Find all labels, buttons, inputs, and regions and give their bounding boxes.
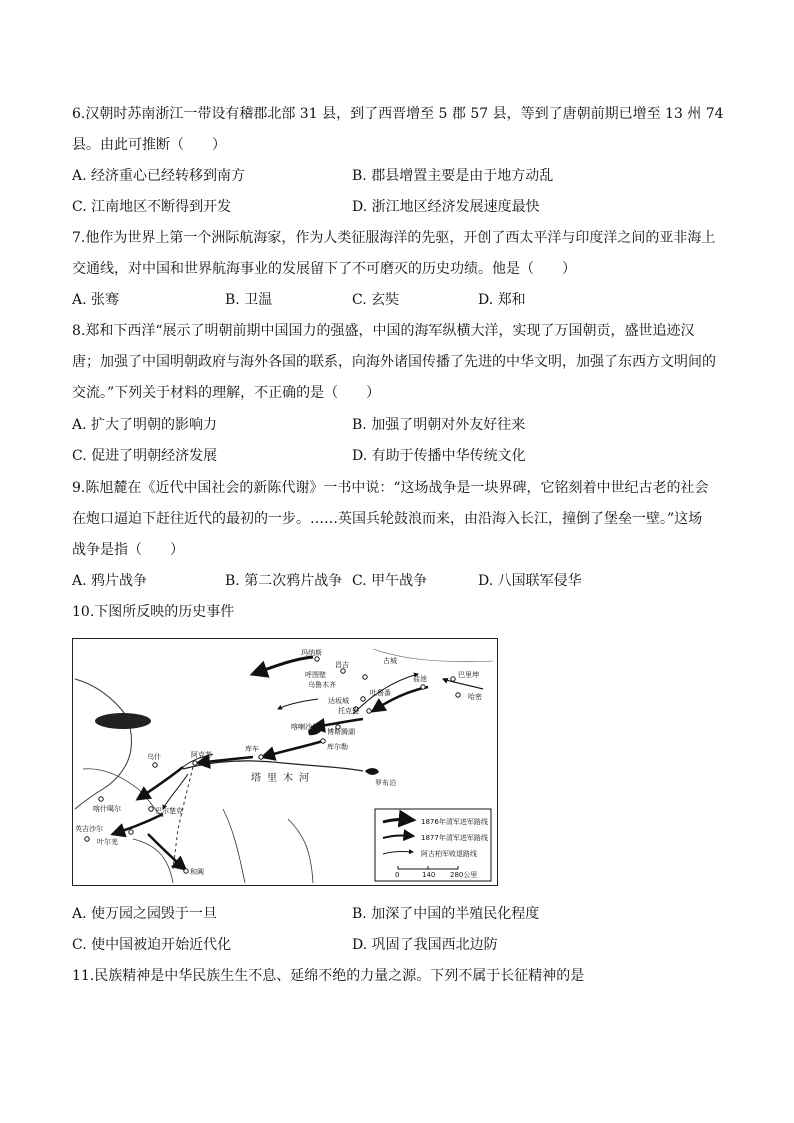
terrain-line-3 xyxy=(288,819,313,883)
lake-lopnur xyxy=(365,768,379,775)
label-balikun: 巴里坤 xyxy=(458,671,479,679)
label-hutubi: 呼图壁 xyxy=(305,671,326,679)
legend-1876: 1876年清军进军路线 xyxy=(421,818,488,826)
q7-option-c[interactable]: C. 玄奘 xyxy=(352,292,400,308)
q9-option-c[interactable]: C. 甲午战争 xyxy=(352,573,428,589)
q10-option-a[interactable]: A. 使万园之园毁于一旦 xyxy=(72,906,218,922)
historical-campaign-map xyxy=(72,638,498,886)
q8-stem-line2: 唐；加强了中国明朝政府与海外各国的联系，向海外诸国传播了先进的中华文明，加强了东西方文明间的 xyxy=(72,354,716,370)
label-uqturpan: 乌什 xyxy=(147,753,161,761)
q10-option-b[interactable]: B. 加深了中国的半殖民化程度 xyxy=(352,906,540,922)
legend-1877: 1877年清军进军路线 xyxy=(421,834,488,842)
q6-stem-line1: 6.汉朝时苏南浙江一带设有稽郡北部 31 县，到了西晋增至 5 郡 57 县，等到了唐朝前期已增至 13 州 74 xyxy=(72,106,724,122)
label-turpan: 吐鲁番 xyxy=(370,689,391,697)
q10-stem-line1: 10.下图所反映的历史事件 xyxy=(72,604,235,620)
route-1877-e xyxy=(138,767,183,799)
terrain-line-2 xyxy=(223,809,245,883)
label-toksun: 托克逊 xyxy=(338,707,359,715)
q11-stem-line1: 11.民族精神是中华民族生生不息、延绵不绝的力量之源。下列不属于长征精神的是 xyxy=(72,968,585,984)
label-gucheng: 古城 xyxy=(383,657,397,665)
legend-yakub: 阿古柏军败退路线 xyxy=(421,850,477,858)
route-1876-b xyxy=(443,679,483,689)
q6-option-d[interactable]: D. 浙江地区经济发展速度最快 xyxy=(352,199,540,215)
q7-option-a[interactable]: A. 张骞 xyxy=(72,292,120,308)
q7-stem-line2: 交通线，对中国和世界航海事业的发展留下了不可磨灭的历史功绩。他是（ ） xyxy=(72,261,576,277)
label-urumqi: 乌鲁木齐 xyxy=(308,681,336,689)
q6-option-b[interactable]: B. 郡县增置主要是由于地方动乱 xyxy=(352,168,554,184)
label-manas: 玛纳斯 xyxy=(301,649,322,657)
q9-stem-line3: 战争是指（ ） xyxy=(72,542,184,558)
legend-scale-2: 280公里 xyxy=(450,871,478,879)
label-yengisar: 英吉沙尔 xyxy=(75,825,103,833)
route-1877-c xyxy=(263,741,323,757)
q7-stem-line1: 7.他作为世界上第一个洲际航海家，作为人类征服海洋的先驱，开创了西太平洋与印度洋之间的亚非海上 xyxy=(72,230,716,246)
route-1877-g xyxy=(148,834,185,869)
q9-option-b[interactable]: B. 第二次鸦片战争 xyxy=(225,573,343,589)
route-1877-f xyxy=(113,814,163,834)
label-aksu: 阿克苏 xyxy=(191,751,212,759)
q8-stem-line3: 交流。”下列关于材料的理解，不正确的是（ ） xyxy=(72,385,381,401)
label-kuqa: 库车 xyxy=(245,745,259,753)
legend-scale-0: 0 xyxy=(395,871,400,879)
q10-option-c[interactable]: C. 使中国被迫开始近代化 xyxy=(72,937,232,953)
q6-option-c[interactable]: C. 江南地区不断得到开发 xyxy=(72,199,232,215)
lake-west xyxy=(95,713,151,729)
q9-stem-line2: 在炮口逼迫下赶往近代的最初的一步。……英国兵轮鼓浪而来，由沿海入长江，撞倒了堡垒一壁。”这场 xyxy=(72,511,703,527)
label-korla: 库尔勒 xyxy=(327,743,348,751)
terrain-line-4 xyxy=(133,839,173,883)
q6-option-a[interactable]: A. 经济重心已经转移到南方 xyxy=(72,168,246,184)
label-changji: 昌吉 xyxy=(335,661,349,669)
q10-option-d[interactable]: D. 巩固了我国西北边防 xyxy=(352,937,498,953)
label-bosten: 博斯腾湖 xyxy=(327,728,355,736)
q9-stem-line1: 9.陈旭麓在《近代中国社会的新陈代谢》一书中说：“这场战争是一块界碑，它铭刻着中世纪古老的社会 xyxy=(72,480,709,496)
q8-option-b[interactable]: B. 加强了明朝对外友好往来 xyxy=(352,417,526,433)
q7-option-d[interactable]: D. 郑和 xyxy=(478,292,526,308)
q8-option-d[interactable]: D. 有助于传播中华传统文化 xyxy=(352,448,526,464)
q9-option-d[interactable]: D. 八国联军侵华 xyxy=(478,573,582,589)
q6-stem-line2: 县。由此可推断（ ） xyxy=(72,137,226,153)
label-karashahr: 喀喇沙尔 xyxy=(291,723,319,731)
border-line-west xyxy=(75,679,131,809)
label-maralbexi: 巴尔楚克 xyxy=(155,807,183,815)
label-kashgar: 喀什噶尔 xyxy=(93,805,121,813)
q8-stem-line1: 8.郑和下西洋“展示了明朝前期中国国力的强盛，中国的海军纵横大洋，实现了万国朝贡，盛世追迹汉 xyxy=(72,323,695,339)
legend-scale-1: 140 xyxy=(422,871,436,879)
label-khotan: 和阗 xyxy=(190,868,204,876)
dashed-route xyxy=(173,767,193,869)
label-river: 塔里木河 xyxy=(251,773,315,784)
label-yarkand: 叶尔羌 xyxy=(97,838,118,846)
label-yandun: 盐池 xyxy=(413,675,427,683)
label-hami: 哈密 xyxy=(468,693,482,701)
map-svg xyxy=(73,639,496,884)
q8-option-a[interactable]: A. 扩大了明朝的影响力 xyxy=(72,417,218,433)
label-lopnur: 罗布泊 xyxy=(375,779,396,787)
retreat-route-b xyxy=(278,699,318,709)
map-legend xyxy=(375,809,491,881)
q7-option-b[interactable]: B. 卫温 xyxy=(225,292,273,308)
q8-option-c[interactable]: C. 促进了明朝经济发展 xyxy=(72,448,218,464)
label-dabancheng: 达坂城 xyxy=(328,697,349,705)
route-1876-a xyxy=(253,657,313,674)
q9-option-a[interactable]: A. 鸦片战争 xyxy=(72,573,148,589)
